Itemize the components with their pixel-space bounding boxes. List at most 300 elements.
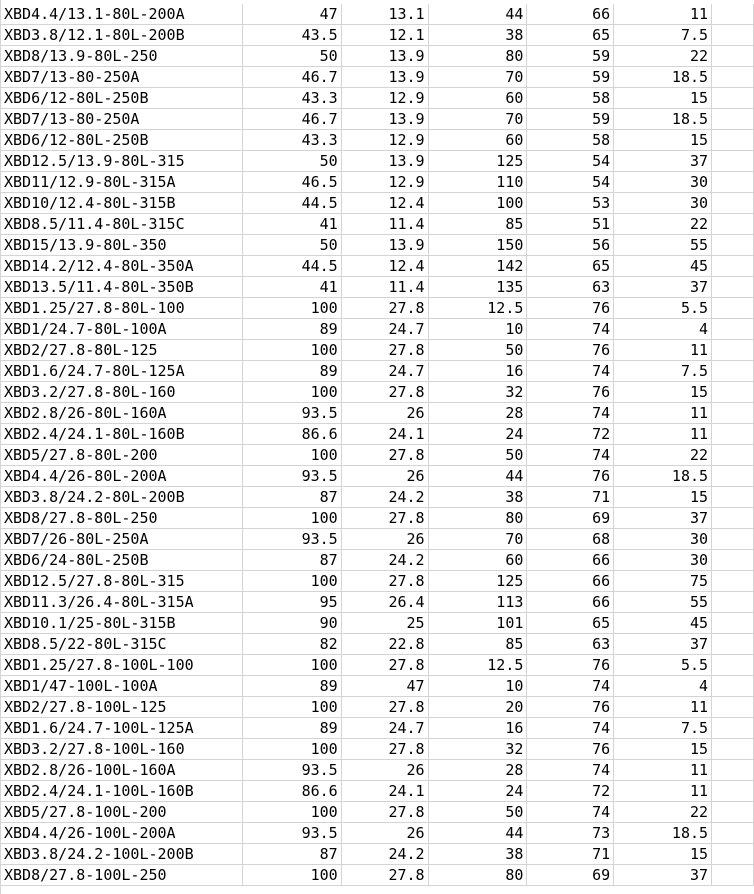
- value-cell-4[interactable]: 69: [527, 865, 614, 886]
- value-cell-3[interactable]: 60: [428, 130, 527, 151]
- value-cell-1[interactable]: 89: [242, 718, 341, 739]
- value-cell-3[interactable]: 12.5: [428, 655, 527, 676]
- value-cell-4[interactable]: 74: [527, 361, 614, 382]
- model-cell[interactable]: XBD4.4/13.1-80L-200A: [1, 4, 243, 25]
- value-cell-3[interactable]: 10: [428, 676, 527, 697]
- empty-cell[interactable]: [712, 550, 754, 571]
- model-cell[interactable]: XBD1/24.7-80L-100A: [1, 319, 243, 340]
- value-cell-1[interactable]: 43.5: [242, 25, 341, 46]
- model-cell[interactable]: XBD12.5/13.9-80L-315: [1, 151, 243, 172]
- empty-cell[interactable]: [712, 676, 754, 697]
- model-cell[interactable]: XBD4.4/26-100L-200A: [1, 823, 243, 844]
- value-cell-3[interactable]: 125: [428, 571, 527, 592]
- value-cell-5[interactable]: 11: [614, 403, 712, 424]
- value-cell-3[interactable]: 10: [428, 319, 527, 340]
- value-cell-1[interactable]: 93.5: [242, 403, 341, 424]
- value-cell-4[interactable]: 51: [527, 214, 614, 235]
- model-cell[interactable]: XBD3.2/27.8-80L-160: [1, 382, 243, 403]
- value-cell-2[interactable]: 13.9: [341, 67, 428, 88]
- value-cell-5[interactable]: 30: [614, 172, 712, 193]
- value-cell-4[interactable]: 54: [527, 172, 614, 193]
- model-cell[interactable]: XBD8.5/22-80L-315C: [1, 634, 243, 655]
- value-cell-5[interactable]: 11: [614, 781, 712, 802]
- value-cell-4[interactable]: 74: [527, 718, 614, 739]
- value-cell-5[interactable]: 37: [614, 634, 712, 655]
- empty-cell[interactable]: [712, 361, 754, 382]
- value-cell-1[interactable]: 43.3: [242, 88, 341, 109]
- value-cell-5[interactable]: 11: [614, 424, 712, 445]
- value-cell-1[interactable]: 86.6: [242, 781, 341, 802]
- model-cell[interactable]: XBD8.5/11.4-80L-315C: [1, 214, 243, 235]
- value-cell-5[interactable]: 15: [614, 487, 712, 508]
- value-cell-4[interactable]: 68: [527, 529, 614, 550]
- value-cell-4[interactable]: 63: [527, 277, 614, 298]
- value-cell-3[interactable]: 16: [428, 361, 527, 382]
- value-cell-2[interactable]: 27.8: [341, 508, 428, 529]
- value-cell-5[interactable]: 15: [614, 88, 712, 109]
- model-cell[interactable]: XBD3.8/24.2-100L-200B: [1, 844, 243, 865]
- value-cell-5[interactable]: 11: [614, 340, 712, 361]
- value-cell-5[interactable]: 15: [614, 844, 712, 865]
- model-cell[interactable]: XBD12.5/27.8-80L-315: [1, 571, 243, 592]
- value-cell-4[interactable]: 58: [527, 88, 614, 109]
- table-row: [1, 172, 754, 193]
- value-cell-2[interactable]: 12.9: [341, 88, 428, 109]
- value-cell-1[interactable]: 47: [242, 4, 341, 25]
- value-cell-5[interactable]: 30: [614, 193, 712, 214]
- value-cell-4[interactable]: 72: [527, 424, 614, 445]
- value-cell-5[interactable]: 18.5: [614, 466, 712, 487]
- value-cell-4[interactable]: 74: [527, 403, 614, 424]
- model-cell[interactable]: XBD5/27.8-100L-200: [1, 802, 243, 823]
- value-cell-3[interactable]: 32: [428, 739, 527, 760]
- value-cell-3[interactable]: 70: [428, 109, 527, 130]
- model-cell[interactable]: XBD2.8/26-100L-160A: [1, 760, 243, 781]
- value-cell-3[interactable]: 44: [428, 4, 527, 25]
- value-cell-3[interactable]: 12.5: [428, 298, 527, 319]
- value-cell-1[interactable]: 87: [242, 844, 341, 865]
- model-cell[interactable]: XBD2/27.8-100L-125: [1, 697, 243, 718]
- value-cell-1[interactable]: 50: [242, 235, 341, 256]
- value-cell-4[interactable]: 74: [527, 802, 614, 823]
- table-row: [1, 382, 754, 403]
- model-cell[interactable]: XBD11.3/26.4-80L-315A: [1, 592, 243, 613]
- value-cell-4[interactable]: 65: [527, 25, 614, 46]
- empty-cell[interactable]: [712, 529, 754, 550]
- empty-cell[interactable]: [712, 739, 754, 760]
- table-row: [1, 4, 754, 25]
- value-cell-5[interactable]: 22: [614, 445, 712, 466]
- value-cell-5[interactable]: 5.5: [614, 298, 712, 319]
- model-cell[interactable]: XBD7/13-80-250A: [1, 109, 243, 130]
- value-cell-4[interactable]: 69: [527, 508, 614, 529]
- value-cell-2[interactable]: 26: [341, 466, 428, 487]
- value-cell-1[interactable]: 93.5: [242, 466, 341, 487]
- value-cell-4[interactable]: 54: [527, 151, 614, 172]
- empty-cell[interactable]: [712, 571, 754, 592]
- value-cell-3[interactable]: 24: [428, 781, 527, 802]
- value-cell-2[interactable]: 22.8: [341, 634, 428, 655]
- value-cell-2[interactable]: 27.8: [341, 298, 428, 319]
- value-cell-4[interactable]: 56: [527, 235, 614, 256]
- value-cell-2[interactable]: 26.4: [341, 592, 428, 613]
- value-cell-2[interactable]: 27.8: [341, 445, 428, 466]
- model-cell[interactable]: XBD2/27.8-80L-125: [1, 340, 243, 361]
- value-cell-5[interactable]: 37: [614, 151, 712, 172]
- value-cell-4[interactable]: 66: [527, 4, 614, 25]
- value-cell-4[interactable]: 76: [527, 382, 614, 403]
- value-cell-3[interactable]: 16: [428, 718, 527, 739]
- value-cell-4[interactable]: 66: [527, 592, 614, 613]
- value-cell-3[interactable]: 135: [428, 277, 527, 298]
- value-cell-1[interactable]: 100: [242, 571, 341, 592]
- value-cell-2[interactable]: 12.9: [341, 172, 428, 193]
- value-cell-4[interactable]: 65: [527, 256, 614, 277]
- model-cell[interactable]: XBD6/12-80L-250B: [1, 130, 243, 151]
- value-cell-2[interactable]: 11.4: [341, 277, 428, 298]
- value-cell-1[interactable]: 100: [242, 445, 341, 466]
- value-cell-3[interactable]: 24: [428, 424, 527, 445]
- value-cell-2[interactable]: 27.8: [341, 865, 428, 886]
- value-cell-5[interactable]: 7.5: [614, 718, 712, 739]
- value-cell-3[interactable]: 80: [428, 508, 527, 529]
- value-cell-3[interactable]: 38: [428, 844, 527, 865]
- value-cell-5[interactable]: 18.5: [614, 67, 712, 88]
- value-cell-1[interactable]: 93.5: [242, 529, 341, 550]
- value-cell-3[interactable]: 125: [428, 151, 527, 172]
- value-cell-5[interactable]: 75: [614, 571, 712, 592]
- table-row: [1, 655, 754, 676]
- empty-cell[interactable]: [712, 634, 754, 655]
- empty-cell[interactable]: [712, 382, 754, 403]
- table-row: [1, 109, 754, 130]
- table-row: [1, 802, 754, 823]
- model-cell[interactable]: XBD2.4/24.1-80L-160B: [1, 424, 243, 445]
- value-cell-2[interactable]: 27.8: [341, 340, 428, 361]
- value-cell-2[interactable]: 13.1: [341, 4, 428, 25]
- value-cell-5[interactable]: 45: [614, 613, 712, 634]
- model-cell[interactable]: XBD3.8/24.2-80L-200B: [1, 487, 243, 508]
- value-cell-1[interactable]: 100: [242, 655, 341, 676]
- model-cell[interactable]: XBD3.8/12.1-80L-200B: [1, 25, 243, 46]
- value-cell-1[interactable]: 100: [242, 802, 341, 823]
- value-cell-2[interactable]: 26: [341, 529, 428, 550]
- value-cell-1[interactable]: 41: [242, 214, 341, 235]
- value-cell-1[interactable]: 46.7: [242, 109, 341, 130]
- value-cell-3[interactable]: 70: [428, 67, 527, 88]
- value-cell-4[interactable]: 72: [527, 781, 614, 802]
- model-cell[interactable]: XBD2.4/24.1-100L-160B: [1, 781, 243, 802]
- value-cell-3[interactable]: 80: [428, 865, 527, 886]
- value-cell-5[interactable]: 22: [614, 802, 712, 823]
- value-cell-1[interactable]: 46.7: [242, 67, 341, 88]
- value-cell-3[interactable]: 142: [428, 256, 527, 277]
- model-cell[interactable]: XBD1.6/24.7-100L-125A: [1, 718, 243, 739]
- value-cell-2[interactable]: 24.7: [341, 319, 428, 340]
- value-cell-5[interactable]: 37: [614, 865, 712, 886]
- empty-cell[interactable]: [712, 802, 754, 823]
- model-cell[interactable]: XBD6/12-80L-250B: [1, 88, 243, 109]
- empty-cell[interactable]: [712, 25, 754, 46]
- value-cell-4[interactable]: 59: [527, 109, 614, 130]
- empty-cell[interactable]: [712, 151, 754, 172]
- value-cell-3[interactable]: 38: [428, 487, 527, 508]
- value-cell-4[interactable]: 58: [527, 130, 614, 151]
- empty-cell[interactable]: [712, 718, 754, 739]
- value-cell-4[interactable]: 59: [527, 46, 614, 67]
- value-cell-2[interactable]: 27.8: [341, 382, 428, 403]
- value-cell-4[interactable]: 76: [527, 298, 614, 319]
- value-cell-2[interactable]: 24.2: [341, 487, 428, 508]
- value-cell-2[interactable]: 13.9: [341, 46, 428, 67]
- value-cell-2[interactable]: 24.1: [341, 424, 428, 445]
- value-cell-4[interactable]: 59: [527, 67, 614, 88]
- value-cell-5[interactable]: 55: [614, 592, 712, 613]
- value-cell-1[interactable]: 50: [242, 151, 341, 172]
- value-cell-4[interactable]: 73: [527, 823, 614, 844]
- value-cell-1[interactable]: 89: [242, 319, 341, 340]
- value-cell-1[interactable]: 87: [242, 487, 341, 508]
- model-cell[interactable]: XBD1.25/27.8-80L-100: [1, 298, 243, 319]
- value-cell-3[interactable]: 85: [428, 634, 527, 655]
- value-cell-4[interactable]: 53: [527, 193, 614, 214]
- empty-cell[interactable]: [712, 487, 754, 508]
- value-cell-5[interactable]: 4: [614, 319, 712, 340]
- value-cell-3[interactable]: 28: [428, 403, 527, 424]
- value-cell-5[interactable]: 55: [614, 235, 712, 256]
- empty-cell[interactable]: [712, 592, 754, 613]
- value-cell-5[interactable]: 11: [614, 4, 712, 25]
- value-cell-2[interactable]: 26: [341, 403, 428, 424]
- model-cell[interactable]: XBD10/12.4-80L-315B: [1, 193, 243, 214]
- model-cell[interactable]: XBD6/24-80L-250B: [1, 550, 243, 571]
- value-cell-5[interactable]: 45: [614, 256, 712, 277]
- value-cell-1[interactable]: 86.6: [242, 424, 341, 445]
- empty-cell[interactable]: [712, 697, 754, 718]
- value-cell-2[interactable]: 27.8: [341, 655, 428, 676]
- value-cell-4[interactable]: 74: [527, 676, 614, 697]
- value-cell-1[interactable]: 89: [242, 361, 341, 382]
- empty-cell[interactable]: [712, 277, 754, 298]
- value-cell-5[interactable]: 15: [614, 130, 712, 151]
- value-cell-1[interactable]: 93.5: [242, 760, 341, 781]
- value-cell-3[interactable]: 70: [428, 529, 527, 550]
- value-cell-2[interactable]: 12.9: [341, 130, 428, 151]
- value-cell-4[interactable]: 76: [527, 697, 614, 718]
- model-cell[interactable]: XBD13.5/11.4-80L-350B: [1, 277, 243, 298]
- value-cell-3[interactable]: 20: [428, 697, 527, 718]
- value-cell-2[interactable]: 24.2: [341, 844, 428, 865]
- value-cell-3[interactable]: 50: [428, 340, 527, 361]
- value-cell-5[interactable]: 22: [614, 214, 712, 235]
- value-cell-5[interactable]: 30: [614, 529, 712, 550]
- empty-cell[interactable]: [712, 193, 754, 214]
- model-cell[interactable]: XBD11/12.9-80L-315A: [1, 172, 243, 193]
- value-cell-2[interactable]: 24.2: [341, 550, 428, 571]
- value-cell-2[interactable]: 27.8: [341, 802, 428, 823]
- model-cell[interactable]: XBD8/27.8-100L-250: [1, 865, 243, 886]
- model-cell[interactable]: XBD7/13-80-250A: [1, 67, 243, 88]
- value-cell-4[interactable]: 74: [527, 445, 614, 466]
- value-cell-4[interactable]: 71: [527, 844, 614, 865]
- value-cell-2[interactable]: 24.1: [341, 781, 428, 802]
- empty-cell[interactable]: [712, 445, 754, 466]
- empty-cell[interactable]: [712, 403, 754, 424]
- value-cell-2[interactable]: 47: [341, 676, 428, 697]
- model-cell[interactable]: XBD7/26-80L-250A: [1, 529, 243, 550]
- value-cell-3[interactable]: 150: [428, 235, 527, 256]
- value-cell-2[interactable]: 27.8: [341, 739, 428, 760]
- empty-cell[interactable]: [712, 256, 754, 277]
- empty-cell[interactable]: [712, 865, 754, 886]
- value-cell-3[interactable]: 85: [428, 214, 527, 235]
- empty-cell[interactable]: [712, 760, 754, 781]
- empty-cell[interactable]: [712, 823, 754, 844]
- model-cell[interactable]: XBD1/47-100L-100A: [1, 676, 243, 697]
- value-cell-1[interactable]: 44.5: [242, 193, 341, 214]
- empty-cell[interactable]: [712, 508, 754, 529]
- value-cell-4[interactable]: 76: [527, 655, 614, 676]
- value-cell-3[interactable]: 32: [428, 382, 527, 403]
- empty-cell[interactable]: [712, 424, 754, 445]
- empty-cell[interactable]: [712, 88, 754, 109]
- value-cell-2[interactable]: 12.4: [341, 256, 428, 277]
- value-cell-1[interactable]: 46.5: [242, 172, 341, 193]
- model-cell[interactable]: XBD8/27.8-80L-250: [1, 508, 243, 529]
- empty-cell[interactable]: [712, 844, 754, 865]
- empty-cell[interactable]: [712, 340, 754, 361]
- value-cell-1[interactable]: 90: [242, 613, 341, 634]
- value-cell-1[interactable]: 100: [242, 382, 341, 403]
- model-cell[interactable]: XBD5/27.8-80L-200: [1, 445, 243, 466]
- value-cell-1[interactable]: 87: [242, 550, 341, 571]
- value-cell-4[interactable]: 65: [527, 613, 614, 634]
- empty-cell[interactable]: [712, 67, 754, 88]
- value-cell-1[interactable]: 89: [242, 676, 341, 697]
- value-cell-3[interactable]: 110: [428, 172, 527, 193]
- value-cell-5[interactable]: 37: [614, 277, 712, 298]
- value-cell-2[interactable]: 13.9: [341, 151, 428, 172]
- value-cell-1[interactable]: 100: [242, 739, 341, 760]
- value-cell-5[interactable]: 37: [614, 508, 712, 529]
- value-cell-1[interactable]: 100: [242, 340, 341, 361]
- value-cell-1[interactable]: 43.3: [242, 130, 341, 151]
- value-cell-5[interactable]: 7.5: [614, 361, 712, 382]
- value-cell-4[interactable]: 74: [527, 319, 614, 340]
- value-cell-4[interactable]: 74: [527, 760, 614, 781]
- value-cell-2[interactable]: 11.4: [341, 214, 428, 235]
- value-cell-3[interactable]: 80: [428, 46, 527, 67]
- value-cell-4[interactable]: 76: [527, 739, 614, 760]
- value-cell-3[interactable]: 101: [428, 613, 527, 634]
- value-cell-3[interactable]: 38: [428, 25, 527, 46]
- empty-cell[interactable]: [712, 172, 754, 193]
- value-cell-1[interactable]: 100: [242, 508, 341, 529]
- value-cell-1[interactable]: 44.5: [242, 256, 341, 277]
- model-cell[interactable]: XBD1.6/24.7-80L-125A: [1, 361, 243, 382]
- value-cell-2[interactable]: 27.8: [341, 697, 428, 718]
- value-cell-5[interactable]: 18.5: [614, 823, 712, 844]
- value-cell-5[interactable]: 11: [614, 760, 712, 781]
- value-cell-2[interactable]: 13.9: [341, 109, 428, 130]
- empty-cell[interactable]: [712, 466, 754, 487]
- model-cell[interactable]: XBD4.4/26-80L-200A: [1, 466, 243, 487]
- model-cell[interactable]: XBD14.2/12.4-80L-350A: [1, 256, 243, 277]
- value-cell-3[interactable]: 44: [428, 823, 527, 844]
- value-cell-2[interactable]: 24.7: [341, 361, 428, 382]
- value-cell-3[interactable]: 50: [428, 802, 527, 823]
- model-cell[interactable]: XBD1.25/27.8-100L-100: [1, 655, 243, 676]
- value-cell-5[interactable]: 11: [614, 697, 712, 718]
- value-cell-4[interactable]: 76: [527, 466, 614, 487]
- value-cell-3[interactable]: 113: [428, 592, 527, 613]
- value-cell-5[interactable]: 15: [614, 382, 712, 403]
- value-cell-2[interactable]: 12.4: [341, 193, 428, 214]
- empty-cell[interactable]: [712, 46, 754, 67]
- value-cell-2[interactable]: 26: [341, 823, 428, 844]
- value-cell-2[interactable]: 12.1: [341, 25, 428, 46]
- value-cell-3[interactable]: 60: [428, 550, 527, 571]
- value-cell-3[interactable]: 50: [428, 445, 527, 466]
- value-cell-3[interactable]: 28: [428, 760, 527, 781]
- empty-cell[interactable]: [712, 781, 754, 802]
- empty-cell[interactable]: [712, 298, 754, 319]
- value-cell-5[interactable]: 18.5: [614, 109, 712, 130]
- empty-cell[interactable]: [712, 214, 754, 235]
- value-cell-5[interactable]: 30: [614, 550, 712, 571]
- model-cell[interactable]: XBD10.1/25-80L-315B: [1, 613, 243, 634]
- model-cell[interactable]: XBD3.2/27.8-100L-160: [1, 739, 243, 760]
- value-cell-2[interactable]: 27.8: [341, 571, 428, 592]
- value-cell-5[interactable]: 4: [614, 676, 712, 697]
- value-cell-1[interactable]: 82: [242, 634, 341, 655]
- value-cell-3[interactable]: 100: [428, 193, 527, 214]
- value-cell-3[interactable]: 60: [428, 88, 527, 109]
- value-cell-1[interactable]: 50: [242, 46, 341, 67]
- value-cell-1[interactable]: 100: [242, 865, 341, 886]
- empty-cell[interactable]: [712, 613, 754, 634]
- value-cell-4[interactable]: 66: [527, 571, 614, 592]
- value-cell-2[interactable]: 25: [341, 613, 428, 634]
- empty-cell[interactable]: [712, 235, 754, 256]
- value-cell-1[interactable]: 93.5: [242, 823, 341, 844]
- value-cell-1[interactable]: 41: [242, 277, 341, 298]
- value-cell-2[interactable]: 26: [341, 760, 428, 781]
- model-cell[interactable]: XBD2.8/26-80L-160A: [1, 403, 243, 424]
- value-cell-4[interactable]: 76: [527, 340, 614, 361]
- empty-cell[interactable]: [712, 319, 754, 340]
- value-cell-5[interactable]: 7.5: [614, 25, 712, 46]
- value-cell-4[interactable]: 66: [527, 550, 614, 571]
- value-cell-5[interactable]: 22: [614, 46, 712, 67]
- empty-cell[interactable]: [712, 130, 754, 151]
- value-cell-2[interactable]: 24.7: [341, 718, 428, 739]
- value-cell-3[interactable]: 44: [428, 466, 527, 487]
- empty-cell[interactable]: [712, 655, 754, 676]
- value-cell-4[interactable]: 71: [527, 487, 614, 508]
- model-cell[interactable]: XBD15/13.9-80L-350: [1, 235, 243, 256]
- empty-cell[interactable]: [712, 109, 754, 130]
- empty-cell[interactable]: [712, 4, 754, 25]
- value-cell-5[interactable]: 5.5: [614, 655, 712, 676]
- value-cell-5[interactable]: 15: [614, 739, 712, 760]
- value-cell-2[interactable]: 13.9: [341, 235, 428, 256]
- value-cell-1[interactable]: 100: [242, 298, 341, 319]
- value-cell-1[interactable]: 95: [242, 592, 341, 613]
- value-cell-4[interactable]: 63: [527, 634, 614, 655]
- value-cell-1[interactable]: 100: [242, 697, 341, 718]
- model-cell[interactable]: XBD8/13.9-80L-250: [1, 46, 243, 67]
